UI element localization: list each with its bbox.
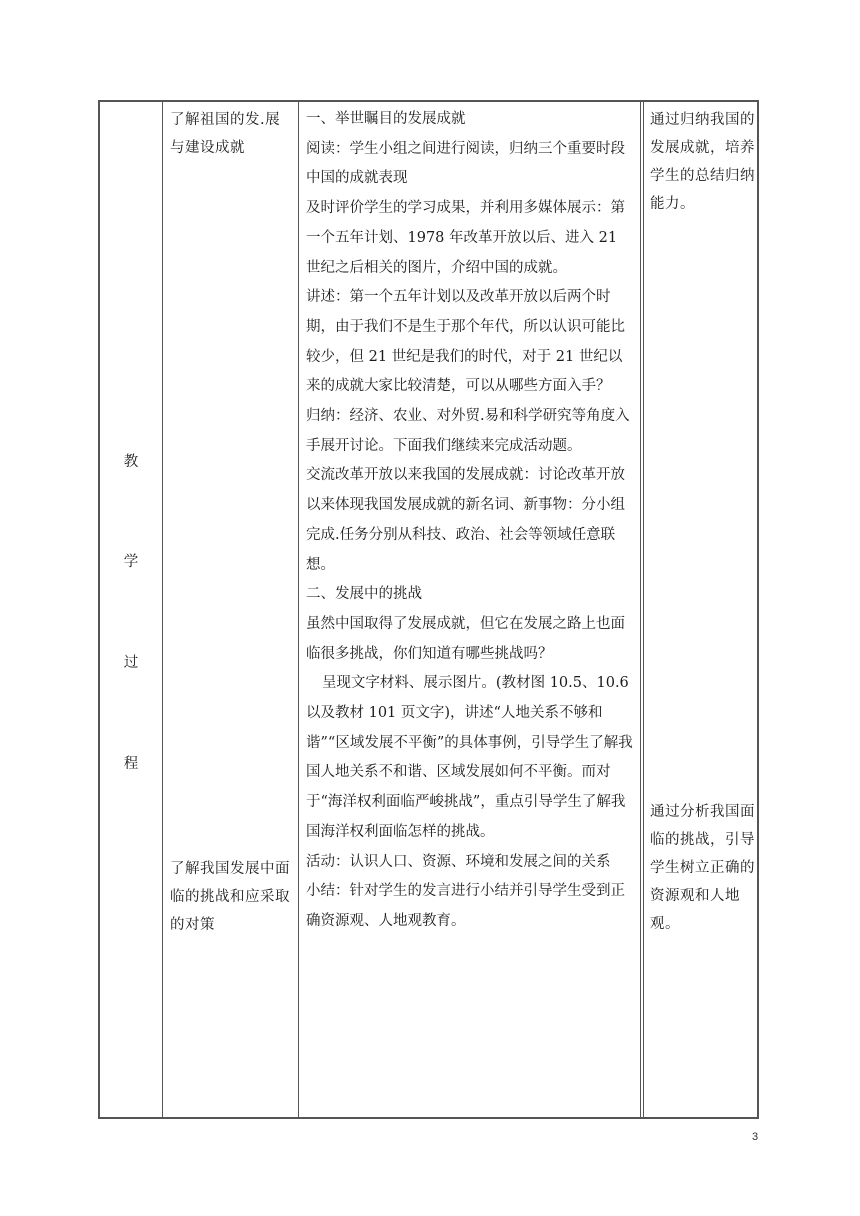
design-intent-1: 通过归纳我国的发展成就，培养学生的总结归纳能力。 [650, 112, 755, 212]
paragraph: 交流改革开放以来我国的发展成就：讨论改革开放以来体现我国发展成就的新名词、新事物：分小组完成.任务分别从科技、政治、社会等领域任意联想。 [306, 467, 625, 573]
paragraph: 归纳：经济、农业、对外贸.易和科学研究等角度入手展开讨论。下面我们继续来完成活动题。 [306, 408, 630, 454]
paragraph: 及时评价学生的学习成果，并利用多媒体展示：第一个五年计划、1978 年改革开放以后、进入 21 世纪之后相关的图片，介绍中国的成就。 [306, 200, 625, 276]
stage-label-char: 程 [123, 756, 139, 772]
lesson-table [98, 100, 759, 1119]
section-heading: 一、举世瞩目的发展成就 [306, 111, 466, 127]
section-heading: 二、发展中的挑战 [306, 586, 422, 603]
paragraph: 活动：认识人口、资源、环境和发展之间的关系 [306, 853, 611, 870]
stage-label-char: 过 [123, 655, 139, 671]
page-number: 3 [752, 1131, 759, 1143]
column-divider [643, 102, 644, 1117]
stage-label-char: 教 [123, 454, 139, 470]
paragraph: 讲述：第一个五年计划以及改革开放以后两个时期，由于我们不是生于那个年代，所以认识可能比较少，但 21 世纪是我们的时代，对于 21 世纪以来的成就大家比较清楚，可以从哪些方面入手？ [306, 289, 625, 395]
column-divider [162, 102, 163, 1117]
goal-cell-1: 了解祖国的发.展与建设成就 [170, 112, 281, 156]
paragraph: 阅读：学生小组之间进行阅读，归纳三个重要时段中国的成就表现 [306, 140, 625, 187]
stage-label-char: 学 [123, 554, 139, 570]
design-intent-2: 通过分析我国面临的挑战，引导学生树立正确的资源观和人地观。 [650, 804, 755, 932]
paragraph: 小结：针对学生的发言进行小结并引导学生受到正确资源观、人地观教育。 [306, 883, 625, 929]
goal-cell-2: 了解我国发展中面临的挑战和应采取的对策 [170, 861, 290, 933]
column-divider [640, 102, 641, 1117]
column-divider [298, 102, 299, 1117]
teaching-content [306, 105, 636, 937]
paragraph: 虽然中国取得了发展成就，但它在发展之路上也面临很多挑战，你们知道有哪些挑战吗？ [306, 615, 625, 662]
paragraph: 呈现文字材料、展示图片。(教材图 10.5、10.6 以及教材 101 页文字)，讲述“人地关系不够和谐”“区域发展不平衡”的具体事例，引导学生了解我国人地关系不和谐、区域发展如何不平衡。而对于“海洋权利面临严峻挑战”，重点引导学生了解我国海洋权利面临怎样的挑战。 [306, 675, 633, 840]
